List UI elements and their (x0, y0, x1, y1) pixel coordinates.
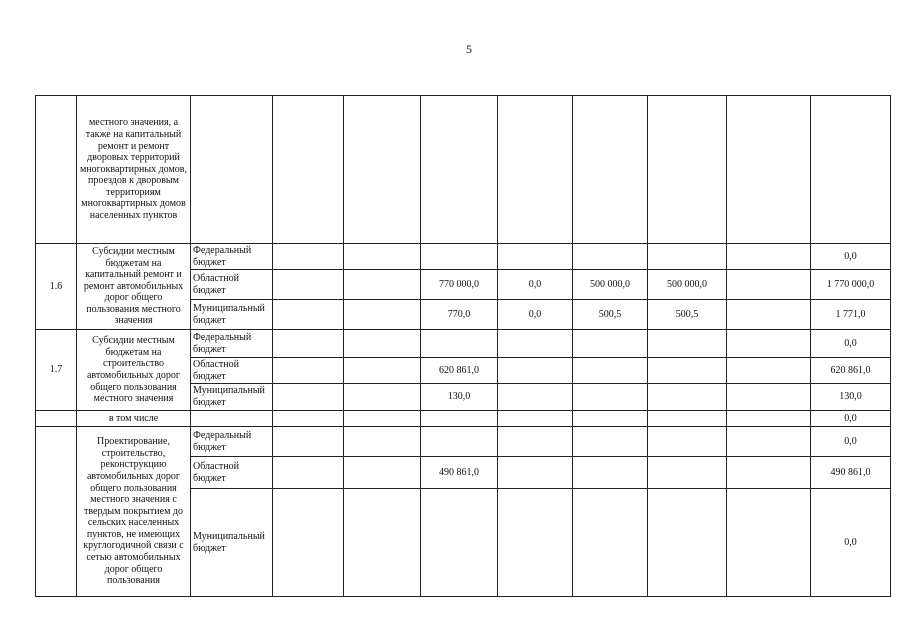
row-number: 1.7 (36, 330, 77, 411)
value-cell (727, 489, 811, 597)
value-cell (727, 411, 811, 427)
budget-source: Муниципальный бюджет (191, 384, 273, 411)
table-row (36, 411, 891, 427)
value-cell (273, 411, 344, 427)
value-cell (648, 330, 727, 358)
value-cell (498, 427, 573, 457)
table-row (36, 244, 891, 270)
total-cell: 1 770 000,0 (811, 270, 891, 300)
value-cell: 0,0 (498, 300, 573, 330)
value-cell (648, 358, 727, 384)
value-cell (648, 384, 727, 411)
value-cell (273, 457, 344, 489)
value-cell (344, 427, 421, 457)
value-cell (727, 330, 811, 358)
value-cell (421, 489, 498, 597)
value-cell (421, 411, 498, 427)
value-cell (727, 300, 811, 330)
value-cell (498, 96, 573, 244)
total-cell: 0,0 (811, 330, 891, 358)
total-cell: 620 861,0 (811, 358, 891, 384)
value-cell: 620 861,0 (421, 358, 498, 384)
value-cell (727, 96, 811, 244)
value-cell (273, 358, 344, 384)
value-cell (498, 411, 573, 427)
row-name: местного значения, а также на капитальный ремонт и ремонт дворовых территорий многоквартирных домов, проездов к дворовым территориям многоквартирных домов населенных пунктов (77, 96, 191, 244)
value-cell: 0,0 (498, 270, 573, 300)
value-cell (344, 244, 421, 270)
table-row (36, 330, 891, 358)
value-cell (573, 358, 648, 384)
value-cell (273, 96, 344, 244)
value-cell (573, 384, 648, 411)
value-cell (573, 457, 648, 489)
row-number (36, 427, 77, 597)
budget-source: Областной бюджет (191, 270, 273, 300)
total-cell: 490 861,0 (811, 457, 891, 489)
value-cell (344, 330, 421, 358)
value-cell (273, 270, 344, 300)
value-cell: 500,5 (573, 300, 648, 330)
row-number: 1.6 (36, 244, 77, 330)
budget-source: Областной бюджет (191, 457, 273, 489)
row-name: Проектирование, строительство, реконструкцию автомобильных дорог общего пользования местного значения с твердым покрытием до сельских населенных пунктов, не имеющих круглогодичной связи с сетью автомобильных дорог общего пользования (77, 427, 191, 597)
value-cell (344, 457, 421, 489)
value-cell (344, 358, 421, 384)
value-cell (573, 489, 648, 597)
value-cell (648, 457, 727, 489)
value-cell: 770 000,0 (421, 270, 498, 300)
row-number (36, 96, 77, 244)
value-cell (273, 384, 344, 411)
value-cell (727, 358, 811, 384)
row-name: в том числе (77, 411, 191, 427)
budget-source (191, 411, 273, 427)
value-cell (727, 457, 811, 489)
value-cell (273, 244, 344, 270)
value-cell (498, 358, 573, 384)
value-cell (273, 489, 344, 597)
budget-source: Областной бюджет (191, 358, 273, 384)
value-cell (498, 457, 573, 489)
table-row (36, 427, 891, 457)
value-cell: 500 000,0 (648, 270, 727, 300)
total-cell: 0,0 (811, 489, 891, 597)
budget-source: Федеральный бюджет (191, 244, 273, 270)
budget-source: Федеральный бюджет (191, 427, 273, 457)
budget-source: Муниципальный бюджет (191, 489, 273, 597)
value-cell (648, 427, 727, 457)
value-cell (573, 330, 648, 358)
value-cell (421, 330, 498, 358)
value-cell (344, 96, 421, 244)
value-cell (648, 411, 727, 427)
page-number: 5 (466, 42, 472, 56)
value-cell (648, 489, 727, 597)
value-cell (498, 489, 573, 597)
value-cell (727, 244, 811, 270)
table-row (36, 96, 891, 244)
value-cell (273, 427, 344, 457)
value-cell (344, 270, 421, 300)
value-cell (573, 96, 648, 244)
value-cell: 500,5 (648, 300, 727, 330)
value-cell (498, 330, 573, 358)
total-cell: 0,0 (811, 427, 891, 457)
total-cell: 0,0 (811, 244, 891, 270)
value-cell (421, 427, 498, 457)
value-cell (648, 96, 727, 244)
value-cell (498, 244, 573, 270)
row-name: Субсидии местным бюджетам на капитальный ремонт и ремонт автомобильных дорог общего пользования местного значения (77, 244, 191, 330)
value-cell (498, 384, 573, 411)
value-cell (727, 384, 811, 411)
value-cell (727, 270, 811, 300)
budget-source: Федеральный бюджет (191, 330, 273, 358)
value-cell: 490 861,0 (421, 457, 498, 489)
source-cell (191, 96, 273, 244)
value-cell (344, 300, 421, 330)
row-number (36, 411, 77, 427)
value-cell (573, 411, 648, 427)
value-cell: 770,0 (421, 300, 498, 330)
value-cell (648, 244, 727, 270)
value-cell (421, 96, 498, 244)
value-cell: 130,0 (421, 384, 498, 411)
value-cell (573, 244, 648, 270)
value-cell (344, 489, 421, 597)
value-cell: 500 000,0 (573, 270, 648, 300)
total-cell: 1 771,0 (811, 300, 891, 330)
total-cell (811, 96, 891, 244)
value-cell (344, 384, 421, 411)
value-cell (573, 427, 648, 457)
value-cell (421, 244, 498, 270)
budget-source: Муниципальный бюджет (191, 300, 273, 330)
value-cell (273, 300, 344, 330)
row-name: Субсидии местным бюджетам на строительство автомобильных дорог общего пользования местного значения (77, 330, 191, 411)
value-cell (344, 411, 421, 427)
value-cell (727, 427, 811, 457)
total-cell: 0,0 (811, 411, 891, 427)
budget-table (35, 95, 891, 597)
value-cell (273, 330, 344, 358)
total-cell: 130,0 (811, 384, 891, 411)
